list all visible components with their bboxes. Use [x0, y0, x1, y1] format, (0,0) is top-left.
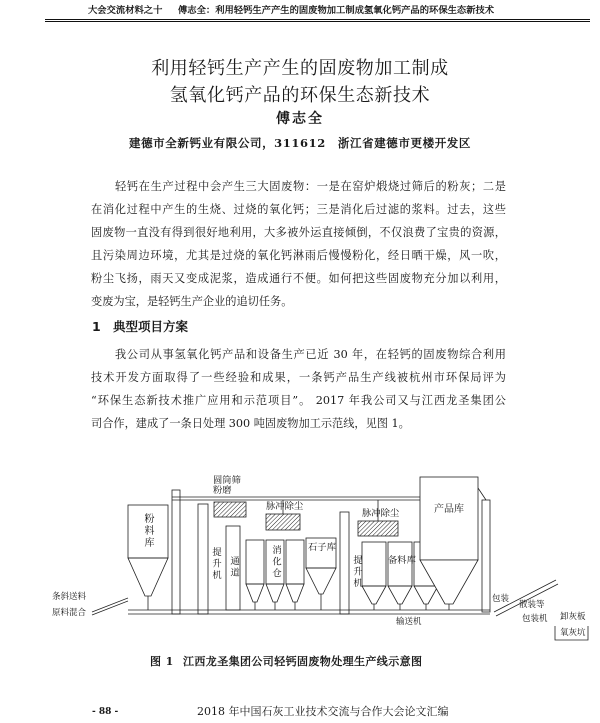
digestion-silo-cone: [266, 584, 284, 602]
bucket-elevator-2: [198, 504, 208, 614]
label-dust-collector-1: 脉冲除尘: [266, 501, 304, 512]
label-packer: 包装机: [522, 614, 548, 624]
pulse-dust-collector-2: [358, 521, 398, 536]
label-mixing: 原料混合: [52, 608, 87, 618]
elevator-4-chute: [478, 488, 486, 500]
label-mill: 粉磨: [213, 485, 232, 496]
label-drum-screen: 圆筒筛: [213, 475, 241, 486]
paragraph-line: 我公司从事氢氧化钙产品和设备生产已近 30 年，在轻钙的固废物综合利用: [115, 348, 506, 361]
digestion-silo-cone: [246, 584, 264, 602]
label-feed-belt: 条斜送料: [52, 592, 87, 602]
author-affiliation: 建德市全新钙业有限公司，311612 浙江省建德市更楼开发区: [128, 136, 471, 150]
product-silo-cone: [420, 560, 478, 604]
proceedings-title: 2018 年中国石灰工业技术交流与合作大会论文汇编: [197, 705, 449, 718]
digestion-silo-cone: [286, 584, 304, 602]
label-stone-silo: 石子库: [308, 542, 336, 553]
pulse-dust-collector-1: [266, 514, 300, 530]
page-number: - 88 -: [92, 707, 119, 717]
figure-caption-number: 图 1: [150, 655, 174, 668]
label-ash-pit: 氧灰坑: [560, 628, 586, 638]
paragraph-line: 在消化过程中产生的生烧、过烧的氧化钙；三是消化后过滤的浆料。过去，这些: [91, 203, 506, 216]
paragraph-line: 轻钙在生产过程中会产生三大固废物：一是在窑炉煅烧过筛后的粉灰；二是: [115, 180, 506, 193]
feed-belt-upper: [92, 598, 128, 612]
paragraph-line: 固废物一直没有得到很好地利用，大多被外运直接倾倒，不仅浪费了宝贵的资源，: [91, 226, 506, 239]
bucket-elevator-4: [482, 500, 490, 612]
feed-silo-cone: [362, 586, 386, 604]
bucket-elevator-1: [172, 490, 180, 614]
paragraph-line: 且污染周边环境，尤其是过烧的氧化钙淋雨后慢慢粉化，经日晒干燥，风一吹，: [91, 249, 506, 262]
section-title: 典型项目方案: [113, 319, 189, 334]
feed-silo-body: [362, 542, 386, 586]
label-elevator-2: 提升机: [210, 547, 221, 581]
paragraph-line: 粉尘飞扬，雨天又变成泥浆，造成通行不便。如何把这些固废物充分加以利用，: [91, 272, 506, 285]
powder-silo-cone: [128, 558, 168, 596]
label-bulk: 散装等: [519, 600, 545, 610]
paper-title-line-1: 利用轻钙生产产生的固废物加工制成: [151, 58, 449, 79]
feed-silo-cone: [414, 586, 438, 604]
digestion-silo-body: [286, 540, 304, 584]
label-digestion-silo: 消化仓: [270, 545, 281, 579]
bucket-elevator-3: [340, 512, 349, 614]
digestion-silo-body: [246, 540, 264, 584]
paper-title-line-2: 氢氧化钙产品的环保生态新技术: [169, 85, 431, 106]
running-header-title: 傅志全：利用轻钙生产产生的固废物加工制成氢氧化钙产品的环保生态新技术: [178, 5, 495, 16]
label-powder-silo: 粉料库: [142, 513, 153, 549]
label-feed-silo: 备料库: [388, 555, 416, 566]
section-number: 1: [92, 319, 101, 334]
label-unload-plate: 卸灰板: [560, 612, 586, 622]
label-conveyor: 输送机: [396, 617, 422, 627]
paragraph-line: 技术开发方面取得了一些经验和成果，一条钙产品生产线被杭州市环保局评为: [91, 371, 506, 384]
paragraph-line: “环保生态新技术推广应用和示范项目”。 2017 年我公司又与江西龙圣集团公: [91, 394, 506, 407]
label-channel: 通道: [228, 556, 239, 579]
paragraph-line: 变废为宝，是轻钙生产企业的追切任务。: [91, 295, 293, 308]
author-name: 傅志全: [276, 111, 324, 127]
label-elevator-3: 提升机: [351, 555, 362, 589]
running-header-series: 大会交流材料之十: [88, 5, 163, 16]
label-product-silo: 产品库: [434, 504, 464, 515]
label-packing: 包装: [492, 594, 510, 604]
drum-screen: [214, 502, 246, 517]
paragraph-line: 司合作，建成了一条日处理 300 吨固废物加工示范线，见图 1。: [91, 417, 410, 430]
feed-belt-lower: [92, 601, 128, 615]
product-silo-body: [420, 477, 478, 560]
figure-caption-text: 江西龙圣集团公司轻钙固废物处理生产线示意图: [183, 655, 423, 668]
stone-silo-cone: [306, 568, 336, 594]
header-rule: [45, 19, 590, 22]
label-dust-collector-2: 脉冲除尘: [362, 508, 400, 519]
feed-silo-cone: [388, 586, 412, 604]
